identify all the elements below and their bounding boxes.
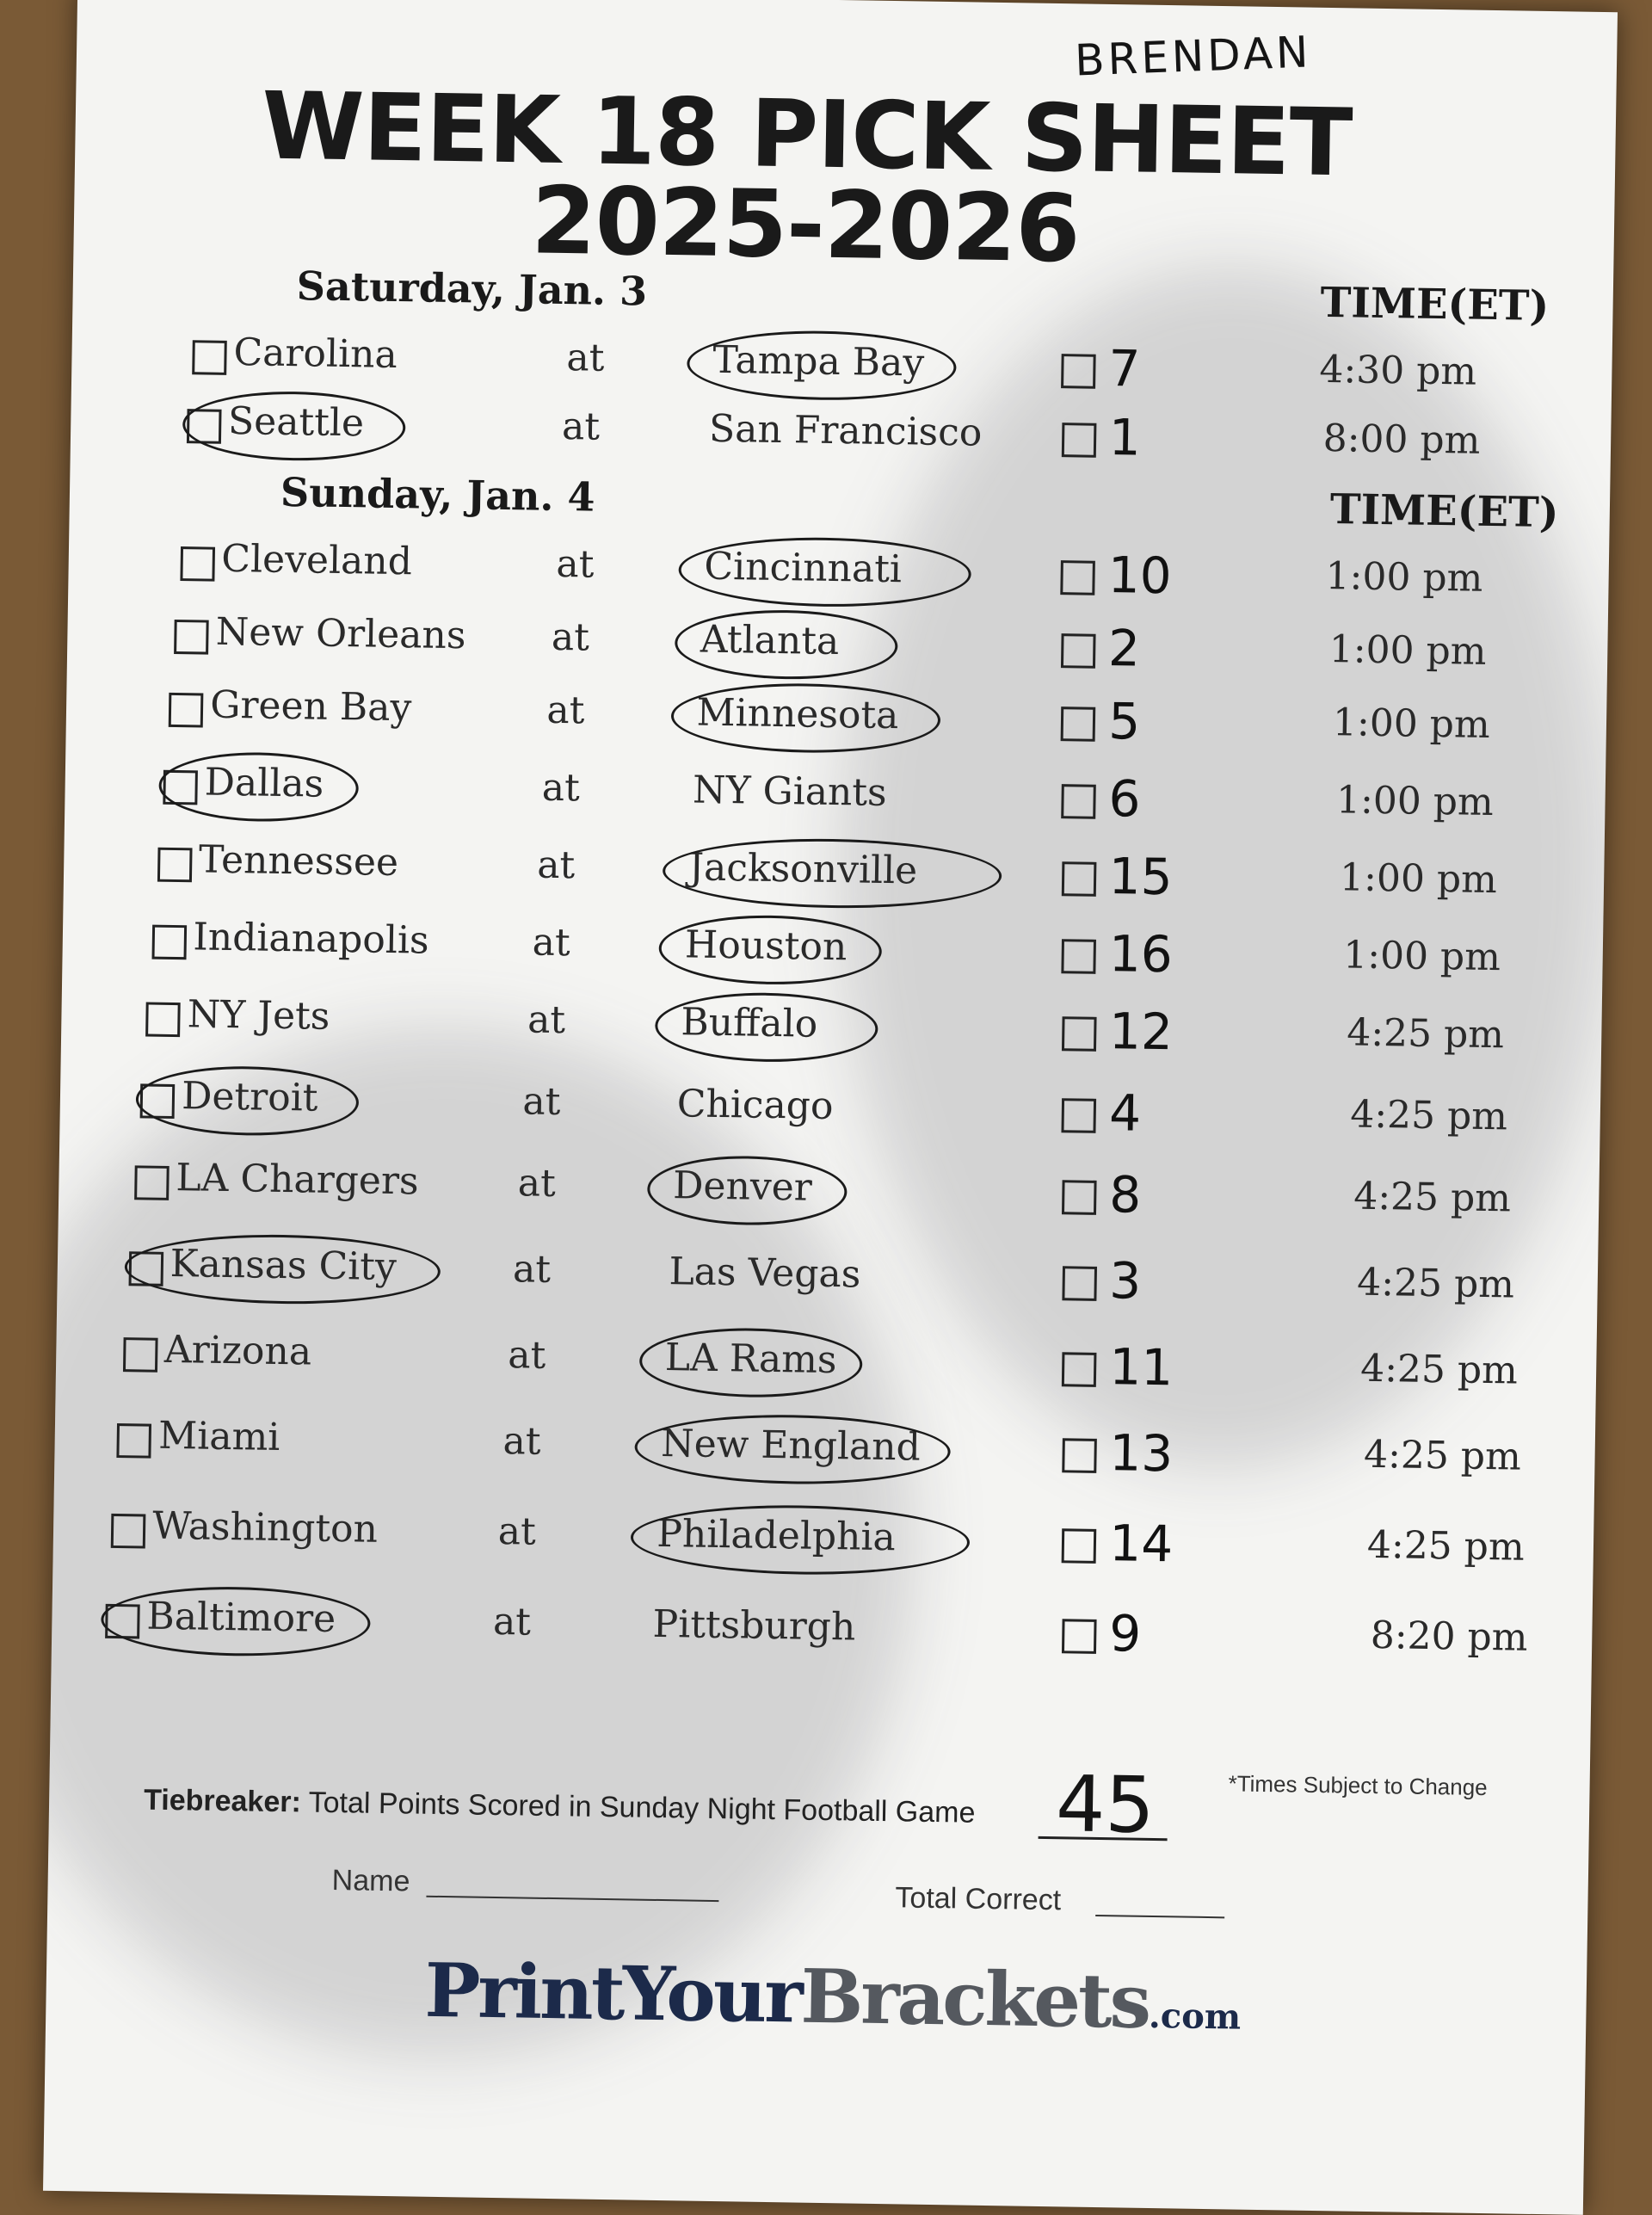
confidence-value: 6 (1108, 769, 1142, 829)
confidence-value: 16 (1108, 924, 1174, 984)
away-pick-checkbox[interactable] (111, 1514, 146, 1549)
home-team[interactable]: Cincinnati (704, 544, 903, 592)
away-team[interactable]: Carolina (233, 330, 398, 377)
home-team[interactable]: Philadelphia (656, 1511, 897, 1560)
confidence-value: 3 (1108, 1251, 1142, 1311)
away-team[interactable]: Detroit (181, 1074, 318, 1120)
away-team[interactable]: Baltimore (146, 1594, 336, 1642)
confidence-checkbox[interactable] (1061, 861, 1096, 897)
pick-circle (678, 535, 971, 608)
game-row (64, 836, 1605, 920)
game-row (61, 990, 1602, 1075)
confidence-checkbox[interactable] (1062, 1352, 1097, 1387)
home-team[interactable]: New England (660, 1421, 922, 1470)
confidence-checkbox[interactable] (1062, 1619, 1097, 1654)
kickoff-time: 1:00 pm (1325, 553, 1483, 601)
confidence-value: 13 (1108, 1423, 1174, 1484)
kickoff-time: 4:25 pm (1349, 1092, 1508, 1139)
away-team[interactable]: Indianapolis (193, 915, 430, 963)
confidence-value: 2 (1107, 619, 1141, 678)
away-pick-checkbox[interactable] (174, 620, 209, 655)
total-correct-label: Total Correct (895, 1881, 1062, 1917)
name-label: Name (331, 1864, 410, 1898)
at-label: at (502, 1419, 541, 1464)
game-row (54, 1412, 1595, 1496)
tiebreaker-label: Tiebreaker: Total Points Scored in Sunday Night Football Game (143, 1783, 976, 1829)
confidence-checkbox[interactable] (1061, 706, 1096, 742)
at-label: at (556, 541, 595, 587)
game-row (68, 534, 1609, 619)
pick-circle (136, 1064, 360, 1137)
at-label: at (551, 614, 590, 660)
away-team[interactable]: LA Chargers (176, 1156, 419, 1204)
time-header-sunday: TIME(ET) (1329, 485, 1559, 538)
away-team[interactable]: Cleveland (221, 536, 413, 584)
confidence-value: 8 (1108, 1165, 1142, 1225)
game-row (67, 608, 1608, 692)
pick-circle (663, 836, 1002, 910)
confidence-value: 10 (1107, 545, 1173, 606)
kickoff-time: 1:00 pm (1332, 700, 1491, 747)
at-label: at (508, 1333, 546, 1378)
home-team[interactable]: Denver (672, 1163, 813, 1210)
kickoff-time: 4:25 pm (1366, 1522, 1526, 1570)
away-pick-checkbox[interactable] (123, 1337, 158, 1373)
confidence-checkbox[interactable] (1062, 939, 1097, 974)
home-team[interactable]: Houston (684, 922, 848, 970)
confidence-checkbox[interactable] (1062, 1098, 1097, 1133)
away-team[interactable]: Miami (157, 1413, 280, 1459)
home-team[interactable]: Pittsburgh (652, 1601, 856, 1650)
kickoff-time: 4:30 pm (1319, 347, 1477, 394)
printyourbrackets-logo: PrintYourBrackets.com (423, 1947, 1242, 2045)
pick-circle (674, 608, 897, 681)
home-team[interactable]: San Francisco (708, 406, 983, 455)
pick-circle (631, 1502, 971, 1576)
pick-circle (655, 991, 878, 1064)
pick-circle (634, 1412, 951, 1486)
season-label: 2025-2026 (530, 167, 1081, 284)
kickoff-time: 4:25 pm (1359, 1346, 1519, 1393)
game-row (52, 1502, 1593, 1587)
kickoff-time: 8:20 pm (1370, 1613, 1528, 1660)
away-team[interactable]: NY Jets (187, 992, 330, 1039)
confidence-checkbox[interactable] (1061, 354, 1096, 389)
kickoff-time: 8:00 pm (1322, 416, 1481, 463)
away-team[interactable]: Tennessee (198, 837, 399, 885)
pick-circle (101, 1585, 371, 1658)
time-header-saturday: TIME(ET) (1320, 278, 1550, 331)
game-row (57, 1240, 1598, 1324)
pick-circle (124, 1232, 441, 1306)
home-team[interactable]: Tampa Bay (712, 337, 925, 386)
kickoff-time: 4:25 pm (1346, 1010, 1505, 1058)
at-label: at (512, 1247, 552, 1292)
away-pick-checkbox[interactable] (134, 1165, 170, 1200)
confidence-value: 1 (1108, 407, 1142, 467)
tiebreaker-value: 45 (1055, 1759, 1156, 1852)
sheet-title: WEEK 18 PICK SHEET (261, 72, 1353, 198)
home-team[interactable]: Jacksonville (688, 845, 918, 893)
confidence-value: 14 (1108, 1514, 1174, 1574)
confidence-value: 15 (1108, 847, 1174, 907)
times-footnote: *Times Subject to Change (1228, 1770, 1488, 1801)
away-team[interactable]: Arizona (163, 1327, 312, 1374)
at-label: at (546, 688, 585, 733)
pick-circle (182, 390, 405, 462)
confidence-checkbox[interactable] (1060, 560, 1095, 595)
at-label: at (541, 765, 581, 811)
pick-sheet (43, 0, 1618, 2215)
away-pick-checkbox[interactable] (117, 1423, 152, 1459)
away-pick-checkbox[interactable] (169, 693, 204, 728)
kickoff-time: 4:25 pm (1356, 1260, 1515, 1307)
away-team[interactable]: Washington (151, 1503, 379, 1552)
home-team[interactable]: LA Rams (664, 1336, 837, 1383)
game-row (62, 913, 1603, 997)
at-label: at (517, 1161, 557, 1206)
confidence-value: 12 (1108, 1002, 1174, 1062)
kickoff-time: 4:25 pm (1353, 1174, 1512, 1221)
away-pick-checkbox[interactable] (180, 546, 215, 582)
pick-circle (647, 1155, 848, 1227)
away-pick-checkbox[interactable] (145, 1003, 181, 1038)
at-label: at (527, 997, 566, 1043)
away-team[interactable]: Kansas City (170, 1241, 398, 1290)
home-team[interactable]: Buffalo (681, 1000, 818, 1046)
home-team[interactable]: Minnesota (696, 690, 899, 738)
at-label: at (566, 336, 605, 380)
away-team[interactable]: Dallas (204, 760, 324, 806)
kickoff-time: 4:25 pm (1363, 1432, 1522, 1479)
home-team[interactable]: Las Vegas (669, 1249, 861, 1297)
handwritten-name: BRENDAN (1074, 27, 1313, 86)
away-pick-checkbox[interactable] (157, 848, 193, 883)
confidence-checkbox[interactable] (1061, 423, 1096, 458)
away-team[interactable]: Seattle (227, 398, 365, 446)
at-label: at (536, 842, 576, 888)
game-row (52, 1593, 1593, 1677)
away-pick-checkbox[interactable] (192, 340, 227, 375)
day-header-saturday: Saturday, Jan. 3 (296, 262, 648, 315)
confidence-checkbox[interactable] (1062, 1016, 1097, 1052)
at-label: at (532, 920, 571, 966)
game-row (65, 758, 1606, 842)
game-row (65, 681, 1606, 765)
confidence-value: 4 (1108, 1083, 1142, 1143)
confidence-value: 11 (1108, 1337, 1174, 1397)
away-team[interactable]: Green Bay (209, 682, 412, 731)
day-header-sunday: Sunday, Jan. 4 (280, 468, 595, 521)
pick-circle (658, 914, 882, 986)
at-label: at (492, 1599, 532, 1644)
kickoff-time: 1:00 pm (1339, 855, 1498, 903)
home-team[interactable]: Atlanta (700, 617, 840, 664)
away-team[interactable]: New Orleans (215, 609, 466, 658)
at-label: at (522, 1079, 561, 1125)
confidence-value: 7 (1107, 338, 1141, 398)
confidence-checkbox[interactable] (1062, 1180, 1097, 1215)
name-field[interactable] (426, 1896, 718, 1902)
home-team[interactable]: NY Giants (692, 768, 888, 815)
confidence-checkbox[interactable] (1061, 633, 1096, 669)
game-row (59, 1154, 1600, 1238)
pick-circle (670, 682, 940, 755)
total-correct-field[interactable] (1095, 1915, 1224, 1918)
confidence-value: 5 (1107, 692, 1141, 751)
confidence-checkbox[interactable] (1062, 1438, 1097, 1473)
pick-circle (158, 751, 359, 824)
game-row (59, 1072, 1600, 1157)
kickoff-time: 1:00 pm (1335, 778, 1495, 825)
kickoff-time: 1:00 pm (1342, 933, 1501, 980)
game-row (56, 1326, 1597, 1410)
home-team[interactable]: Chicago (676, 1082, 834, 1129)
confidence-checkbox[interactable] (1061, 784, 1096, 819)
at-label: at (561, 404, 601, 449)
kickoff-time: 1:00 pm (1328, 627, 1487, 674)
confidence-checkbox[interactable] (1062, 1266, 1097, 1301)
at-label: at (497, 1509, 537, 1554)
pick-circle (687, 329, 957, 402)
confidence-value: 9 (1108, 1604, 1142, 1663)
confidence-checkbox[interactable] (1062, 1528, 1097, 1564)
away-pick-checkbox[interactable] (151, 925, 187, 960)
